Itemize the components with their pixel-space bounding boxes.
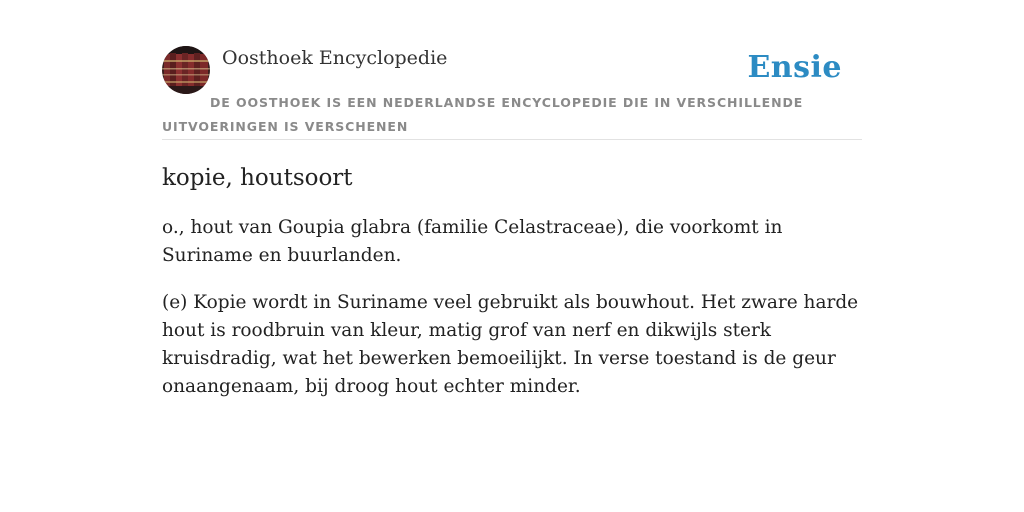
entry-paragraph-2: (e) Kopie wordt in Suriname veel gebruikt als bouwhout. Het zware harde hout is roodbruin van kleur, matig grof van nerf en dikwijls sterk kruisdradig, wat het bewerken bemoeilijkt. In verse toestand is de geur onaangenaam, bij droog hout echter minder. xyxy=(162,292,859,397)
encyclopedia-books-icon[interactable] xyxy=(162,46,210,94)
ensie-logo-link[interactable]: Ensie xyxy=(747,50,842,85)
page-container xyxy=(162,46,862,401)
site-title-link[interactable]: Oosthoek Encyclopedie xyxy=(222,47,448,69)
entry-title: kopie, houtsoort xyxy=(162,165,353,191)
encyclopedia-books-image xyxy=(162,46,210,94)
entry-paragraph-1: o., hout van Goupia glabra (familie Celastraceae), die voorkomt in Suriname en buurlanden. xyxy=(162,217,783,266)
site-tagline: DE OOSTHOEK IS EEN NEDERLANDSE ENCYCLOPEDIE DIE IN VERSCHILLENDE UITVOERINGEN IS VERSCHENEN xyxy=(162,95,804,134)
site-header xyxy=(162,46,862,140)
